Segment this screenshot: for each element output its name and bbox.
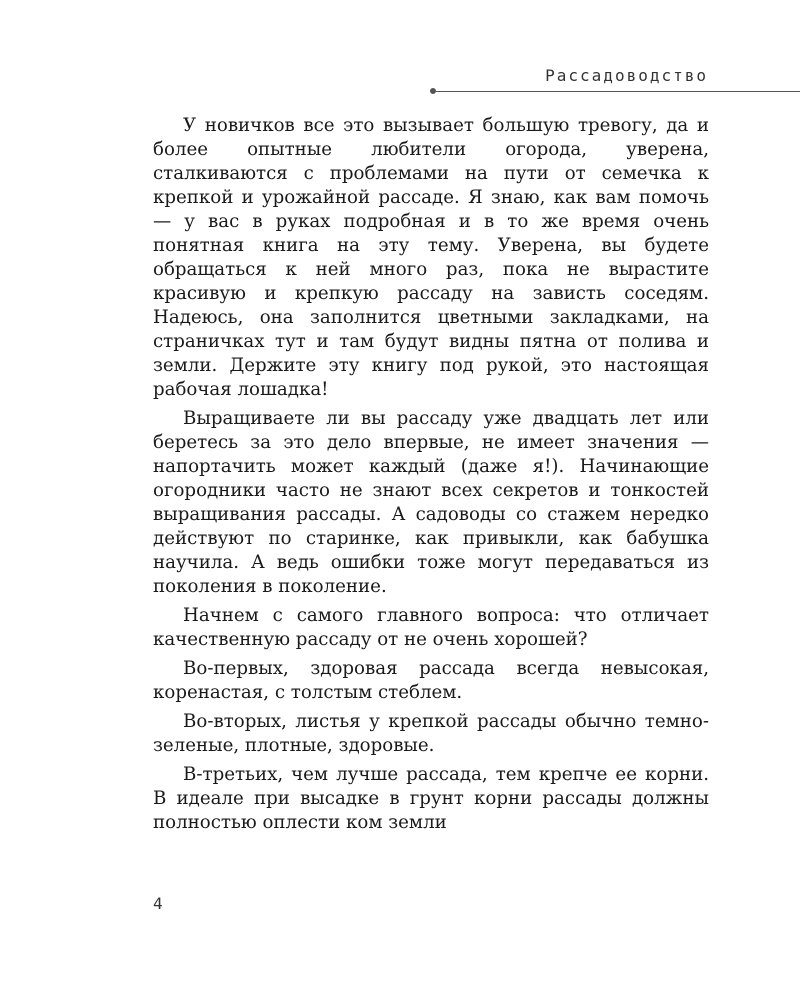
body-text xyxy=(153,114,709,840)
paragraph: В-третьих, чем лучше рассада, тем крепче ее корни. В идеале при высадке в грунт корни рассады должны полностью оплести ком земли xyxy=(153,764,709,833)
paragraph: Выращиваете ли вы рассаду уже двадцать лет или беретесь за это дело впервые, не имеет значения — напортачить может каждый (даже я!). Начинающие огородники часто не знают всех секретов и тонкостей выращивания рассады. А садоводы со стажем нередко действуют по старинке, как привыкли, как бабушка научила. А ведь ошибки тоже могут передаваться из поколения в поколение. xyxy=(153,408,709,597)
running-title: Рассадоводство xyxy=(545,66,708,85)
paragraph: Во-вторых, листья у крепкой рассады обычно темно-зеленые, плотные, здоровые. xyxy=(153,711,709,756)
paragraph: Во-первых, здоровая рассада всегда невысокая, коренастая, с толстым стеблем. xyxy=(153,658,709,703)
page-number: 4 xyxy=(153,894,163,913)
paragraph: У новичков все это вызывает большую тревогу, да и более опытные любители огорода, уверена, сталкиваются с проблемами на пути от семечка к крепкой и урожайной рассаде. Я знаю, как вам помочь — у вас в руках подробная и в то же время очень понятная книга на эту тему. Уверена, вы будете обращаться к ней много раз, пока не вырастите красивую и крепкую рассаду на зависть соседям. Надеюсь, она заполнится цветными закладками, на страничках тут и там будут видны пятна от полива и земли. Держите эту книгу под рукой, это настоящая рабочая лошадка! xyxy=(153,115,709,400)
paragraph: Начнем с самого главного вопроса: что отличает качественную рассаду от не очень хорошей? xyxy=(153,605,709,650)
running-head xyxy=(430,64,800,100)
header-rule xyxy=(436,91,800,92)
